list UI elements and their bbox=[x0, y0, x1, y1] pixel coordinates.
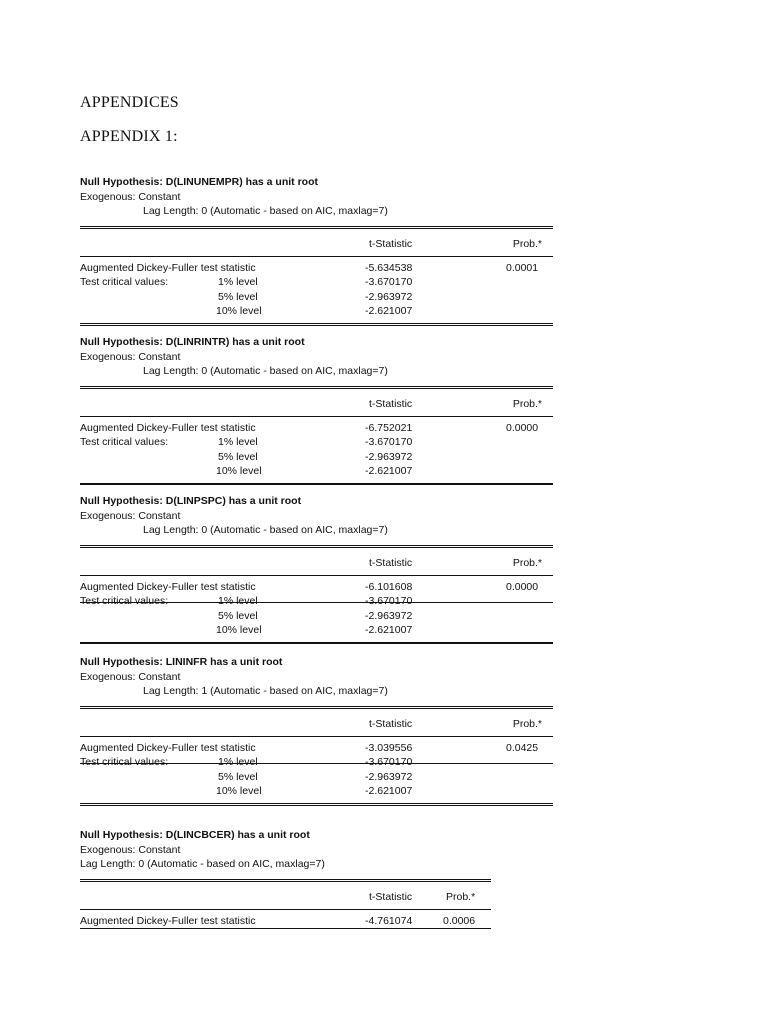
table-row-cv5 bbox=[80, 770, 553, 785]
level-label: 5% level bbox=[218, 609, 258, 622]
critical-value: -3.670170 bbox=[365, 756, 413, 768]
row-label: Test critical values: bbox=[80, 595, 169, 607]
table-row-cv1 bbox=[80, 594, 553, 609]
critical-value: -2.963972 bbox=[365, 450, 413, 463]
lag-length-label: Lag Length: 0 (Automatic - based on AIC, maxlag=7) bbox=[143, 365, 388, 377]
test-title: Null Hypothesis: LININFR has a unit root bbox=[80, 656, 283, 668]
unit-root-test-1 bbox=[80, 175, 553, 326]
level-label: 5% level bbox=[218, 450, 258, 463]
test-title: Null Hypothesis: D(LINRINTR) has a unit root bbox=[80, 336, 305, 348]
prob-value: 0.0000 bbox=[506, 421, 539, 434]
unit-root-test-4 bbox=[80, 655, 553, 806]
table-row-adf bbox=[80, 580, 553, 595]
adf-results-table bbox=[80, 545, 553, 644]
critical-value: -2.621007 bbox=[365, 624, 413, 636]
table-rule bbox=[80, 483, 553, 485]
table-rule bbox=[80, 642, 553, 644]
prob-value: 0.0000 bbox=[506, 580, 539, 593]
appendix-heading: APPENDIX 1: bbox=[80, 128, 178, 145]
lag-length-label: Lag Length: 0 (Automatic - based on AIC, maxlag=7) bbox=[143, 524, 388, 536]
adf-statistic: -3.039556 bbox=[365, 741, 413, 754]
col-prob: Prob.* bbox=[512, 397, 542, 410]
table-row-cv5 bbox=[80, 290, 553, 305]
level-label: 5% level bbox=[218, 770, 258, 783]
adf-results-table bbox=[80, 386, 553, 485]
col-prob: Prob.* bbox=[446, 890, 476, 903]
row-label: Augmented Dickey-Fuller test statistic bbox=[80, 261, 256, 274]
table-row-adf bbox=[80, 914, 491, 929]
table-header bbox=[80, 389, 553, 416]
table-row-cv10 bbox=[80, 304, 553, 319]
table-row-cv1 bbox=[80, 275, 553, 290]
col-t-statistic: t-Statistic bbox=[369, 556, 413, 569]
table-header bbox=[80, 548, 553, 575]
unit-root-test-5 bbox=[80, 828, 491, 929]
row-label: Test critical values: bbox=[80, 436, 169, 448]
col-t-statistic: t-Statistic bbox=[369, 237, 413, 250]
level-label: 5% level bbox=[218, 290, 258, 303]
exogenous-label: Exogenous: Constant bbox=[80, 509, 181, 522]
table-header bbox=[80, 709, 553, 736]
table-row-cv10 bbox=[80, 464, 553, 479]
adf-statistic: -6.101608 bbox=[365, 580, 413, 593]
test-title: Null Hypothesis: D(LINPSPC) has a unit root bbox=[80, 495, 302, 507]
row-label: Test critical values: bbox=[80, 756, 169, 768]
table-rule bbox=[80, 928, 491, 929]
lag-length-label: Lag Length: 1 (Automatic - based on AIC, maxlag=7) bbox=[143, 685, 388, 697]
col-prob: Prob.* bbox=[512, 717, 542, 730]
adf-statistic: -6.752021 bbox=[365, 421, 413, 434]
table-row-adf bbox=[80, 421, 553, 436]
level-label: 10% level bbox=[216, 465, 262, 477]
table-row-cv5 bbox=[80, 450, 553, 465]
level-label: 10% level bbox=[216, 624, 262, 636]
col-t-statistic: t-Statistic bbox=[369, 397, 413, 410]
table-row-cv1 bbox=[80, 435, 553, 450]
table-row-cv5 bbox=[80, 609, 553, 624]
exogenous-label: Exogenous: Constant bbox=[80, 350, 181, 363]
critical-value: -2.963972 bbox=[365, 770, 413, 783]
level-label: 10% level bbox=[216, 305, 262, 317]
unit-root-test-3 bbox=[80, 494, 553, 644]
critical-value: -2.621007 bbox=[365, 785, 413, 797]
table-row-cv1 bbox=[80, 755, 553, 770]
exogenous-label: Exogenous: Constant bbox=[80, 843, 181, 856]
table-header bbox=[80, 882, 491, 909]
row-label: Augmented Dickey-Fuller test statistic bbox=[80, 741, 256, 754]
level-label: 1% level bbox=[218, 276, 258, 288]
table-row-adf bbox=[80, 261, 553, 276]
unit-root-test-2 bbox=[80, 335, 553, 485]
col-prob: Prob.* bbox=[512, 556, 542, 569]
table-rule-double bbox=[80, 323, 553, 326]
critical-value: -2.621007 bbox=[365, 465, 413, 477]
critical-value: -2.963972 bbox=[365, 609, 413, 622]
prob-value: 0.0001 bbox=[506, 261, 539, 274]
critical-value: -2.621007 bbox=[365, 305, 413, 317]
prob-value: 0.0006 bbox=[443, 914, 476, 927]
adf-results-table bbox=[80, 706, 553, 806]
level-label: 1% level bbox=[218, 436, 258, 448]
level-label: 10% level bbox=[216, 785, 262, 797]
table-row-cv10 bbox=[80, 623, 553, 638]
row-label: Test critical values: bbox=[80, 276, 169, 288]
test-title: Null Hypothesis: D(LINUNEMPR) has a unit root bbox=[80, 176, 319, 188]
table-row-adf bbox=[80, 741, 553, 756]
adf-statistic: -5.634538 bbox=[365, 261, 413, 274]
col-prob: Prob.* bbox=[512, 237, 542, 250]
lag-length-label: Lag Length: 0 (Automatic - based on AIC, maxlag=7) bbox=[143, 205, 388, 217]
row-label: Augmented Dickey-Fuller test statistic bbox=[80, 580, 256, 593]
exogenous-label: Exogenous: Constant bbox=[80, 670, 181, 683]
level-label: 1% level bbox=[218, 756, 258, 768]
adf-statistic: -4.761074 bbox=[365, 914, 413, 927]
col-t-statistic: t-Statistic bbox=[369, 717, 413, 730]
table-row-cv10 bbox=[80, 784, 553, 799]
critical-value: -3.670170 bbox=[365, 276, 413, 288]
page-heading: APPENDICES bbox=[80, 94, 179, 111]
critical-value: -3.670170 bbox=[365, 436, 413, 448]
exogenous-label: Exogenous: Constant bbox=[80, 190, 181, 203]
critical-value: -2.963972 bbox=[365, 290, 413, 303]
row-label: Augmented Dickey-Fuller test statistic bbox=[80, 421, 256, 434]
critical-value: -3.670170 bbox=[365, 595, 413, 607]
row-label: Augmented Dickey-Fuller test statistic bbox=[80, 914, 256, 927]
col-t-statistic: t-Statistic bbox=[369, 890, 413, 903]
prob-value: 0.0425 bbox=[506, 741, 539, 754]
table-rule-double bbox=[80, 803, 553, 806]
table-header bbox=[80, 229, 553, 256]
lag-length-label: Lag Length: 0 (Automatic - based on AIC, maxlag=7) bbox=[80, 858, 325, 870]
level-label: 1% level bbox=[218, 595, 258, 607]
test-title: Null Hypothesis: D(LINCBCER) has a unit root bbox=[80, 829, 310, 841]
adf-results-table bbox=[80, 226, 553, 326]
adf-results-table bbox=[80, 879, 491, 930]
